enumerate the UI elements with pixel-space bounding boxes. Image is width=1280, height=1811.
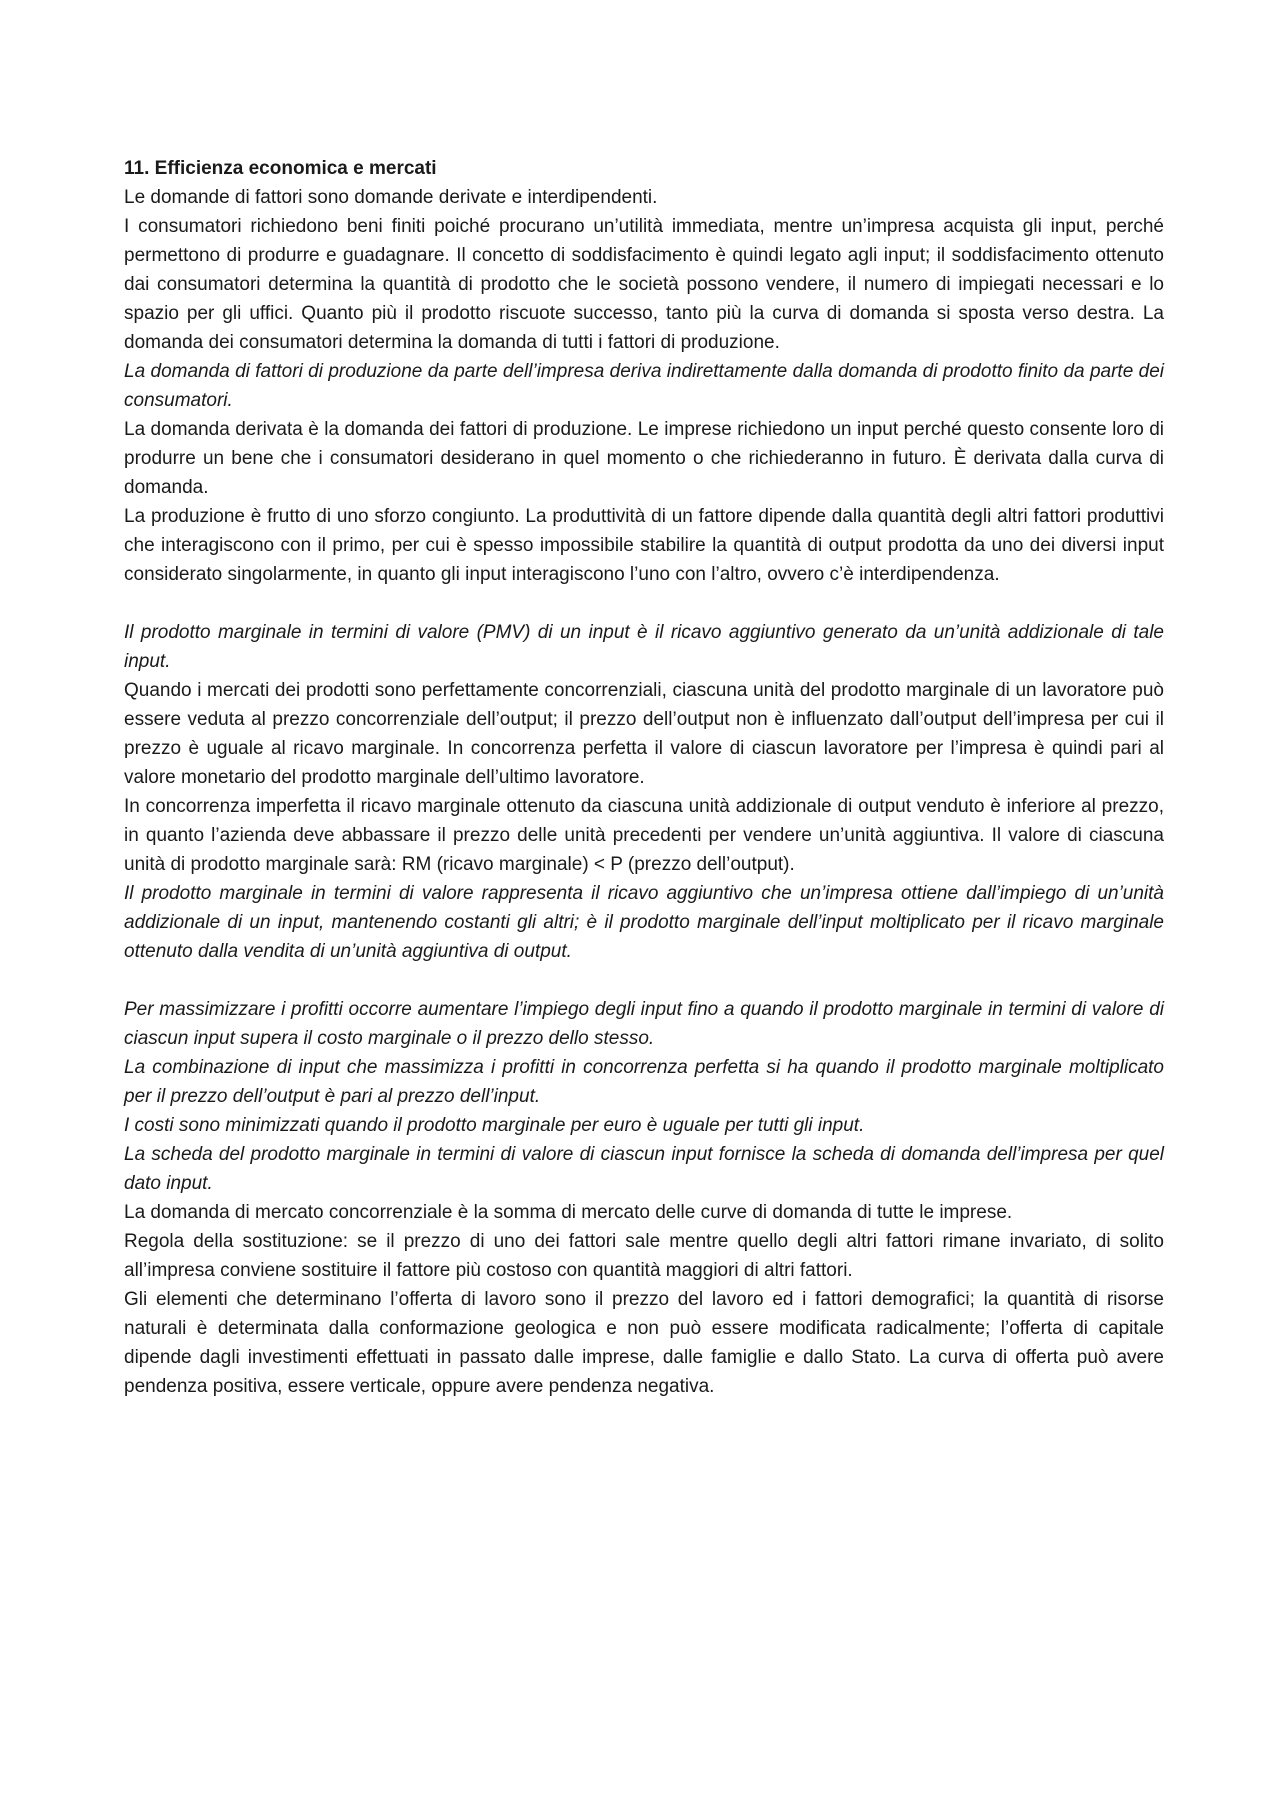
document-page [124, 154, 1164, 1401]
section-title: 11. Efficienza economica e mercati [124, 158, 437, 179]
paragraph-4: La domanda derivata è la domanda dei fattori di produzione. Le imprese richiedono un input perché questo consente loro di produrre un bene che i consumatori desiderano in quel momento o che richiederanno in futuro. È derivata dalla curva di domanda. [124, 419, 1164, 498]
paragraph-3-italic: La domanda di fattori di produzione da parte dell’impresa deriva indirettamente dalla domanda di prodotto finito da parte dei consumatori. [124, 361, 1164, 411]
paragraph-14: La domanda di mercato concorrenziale è la somma di mercato delle curve di domanda di tutte le imprese. [124, 1202, 1013, 1223]
paragraph-6-italic: Il prodotto marginale in termini di valore (PMV) di un input è il ricavo aggiuntivo generato da un’unità addizionale di tale input. [124, 622, 1164, 672]
paragraph-9-italic: Il prodotto marginale in termini di valore rappresenta il ricavo aggiuntivo che un’impresa ottiene dall’impiego di un’unità addizionale di un input, mantenendo costanti gli altri; è il prodotto marginale dell’input moltiplicato per il ricavo marginale ottenuto dalla vendita di un’unità aggiuntiva di output. [124, 883, 1164, 962]
paragraph-16: Gli elementi che determinano l’offerta di lavoro sono il prezzo del lavoro ed i fattori demografici; la quantità di risorse naturali è determinata dalla conformazione geologica e non può essere modificata radicalmente; l’offerta di capitale dipende dagli investimenti effettuati in passato dalle imprese, dalle famiglie e dallo Stato. La curva di offerta può avere pendenza positiva, essere verticale, oppure avere pendenza negativa. [124, 1289, 1164, 1397]
paragraph-11-italic: La combinazione di input che massimizza i profitti in concorrenza perfetta si ha quando il prodotto marginale moltiplicato per il prezzo dell’output è pari al prezzo dell’input. [124, 1057, 1164, 1107]
paragraph-5: La produzione è frutto di uno sforzo congiunto. La produttività di un fattore dipende dalla quantità degli altri fattori produttivi che interagiscono con il primo, per cui è spesso impossibile stabilire la quantità di output prodotta da uno dei diversi input considerato singolarmente, in quanto gli input interagiscono l’uno con l’altro, ovvero c’è interdipendenza. [124, 506, 1164, 585]
paragraph-13-italic: La scheda del prodotto marginale in termini di valore di ciascun input fornisce la scheda di domanda dell’impresa per quel dato input. [124, 1144, 1164, 1194]
blank-line [124, 966, 1164, 995]
paragraph-12-italic: I costi sono minimizzati quando il prodotto marginale per euro è uguale per tutti gli input. [124, 1115, 865, 1136]
paragraph-1: Le domande di fattori sono domande derivate e interdipendenti. [124, 187, 658, 208]
paragraph-10-italic: Per massimizzare i profitti occorre aumentare l’impiego degli input fino a quando il prodotto marginale in termini di valore di ciascun input supera il costo marginale o il prezzo dello stesso. [124, 999, 1164, 1049]
paragraph-7: Quando i mercati dei prodotti sono perfettamente concorrenziali, ciascuna unità del prodotto marginale di un lavoratore può essere veduta al prezzo concorrenziale dell’output; il prezzo dell’output non è influenzato dall’output dell’impresa per cui il prezzo è uguale al ricavo marginale. In concorrenza perfetta il valore di ciascun lavoratore per l’impresa è quindi pari al valore monetario del prodotto marginale dell’ultimo lavoratore. [124, 680, 1164, 788]
paragraph-2: I consumatori richiedono beni finiti poiché procurano un’utilità immediata, mentre un’impresa acquista gli input, perché permettono di produrre e guadagnare. Il concetto di soddisfacimento è quindi legato agli input; il soddisfacimento ottenuto dai consumatori determina la quantità di prodotto che le società possono vendere, il numero di impiegati necessari e lo spazio per gli uffici. Quanto più il prodotto riscuote successo, tanto più la curva di domanda si sposta verso destra. La domanda dei consumatori determina la domanda di tutti i fattori di produzione. [124, 216, 1164, 353]
blank-line [124, 589, 1164, 618]
paragraph-15: Regola della sostituzione: se il prezzo di uno dei fattori sale mentre quello degli altri fattori rimane invariato, di solito all’impresa conviene sostituire il fattore più costoso con quantità maggiori di altri fattori. [124, 1231, 1164, 1281]
paragraph-8: In concorrenza imperfetta il ricavo marginale ottenuto da ciascuna unità addizionale di output venduto è inferiore al prezzo, in quanto l’azienda deve abbassare il prezzo delle unità precedenti per vendere un’unità aggiuntiva. Il valore di ciascuna unità di prodotto marginale sarà: RM (ricavo marginale) < P (prezzo dell’output). [124, 796, 1164, 875]
